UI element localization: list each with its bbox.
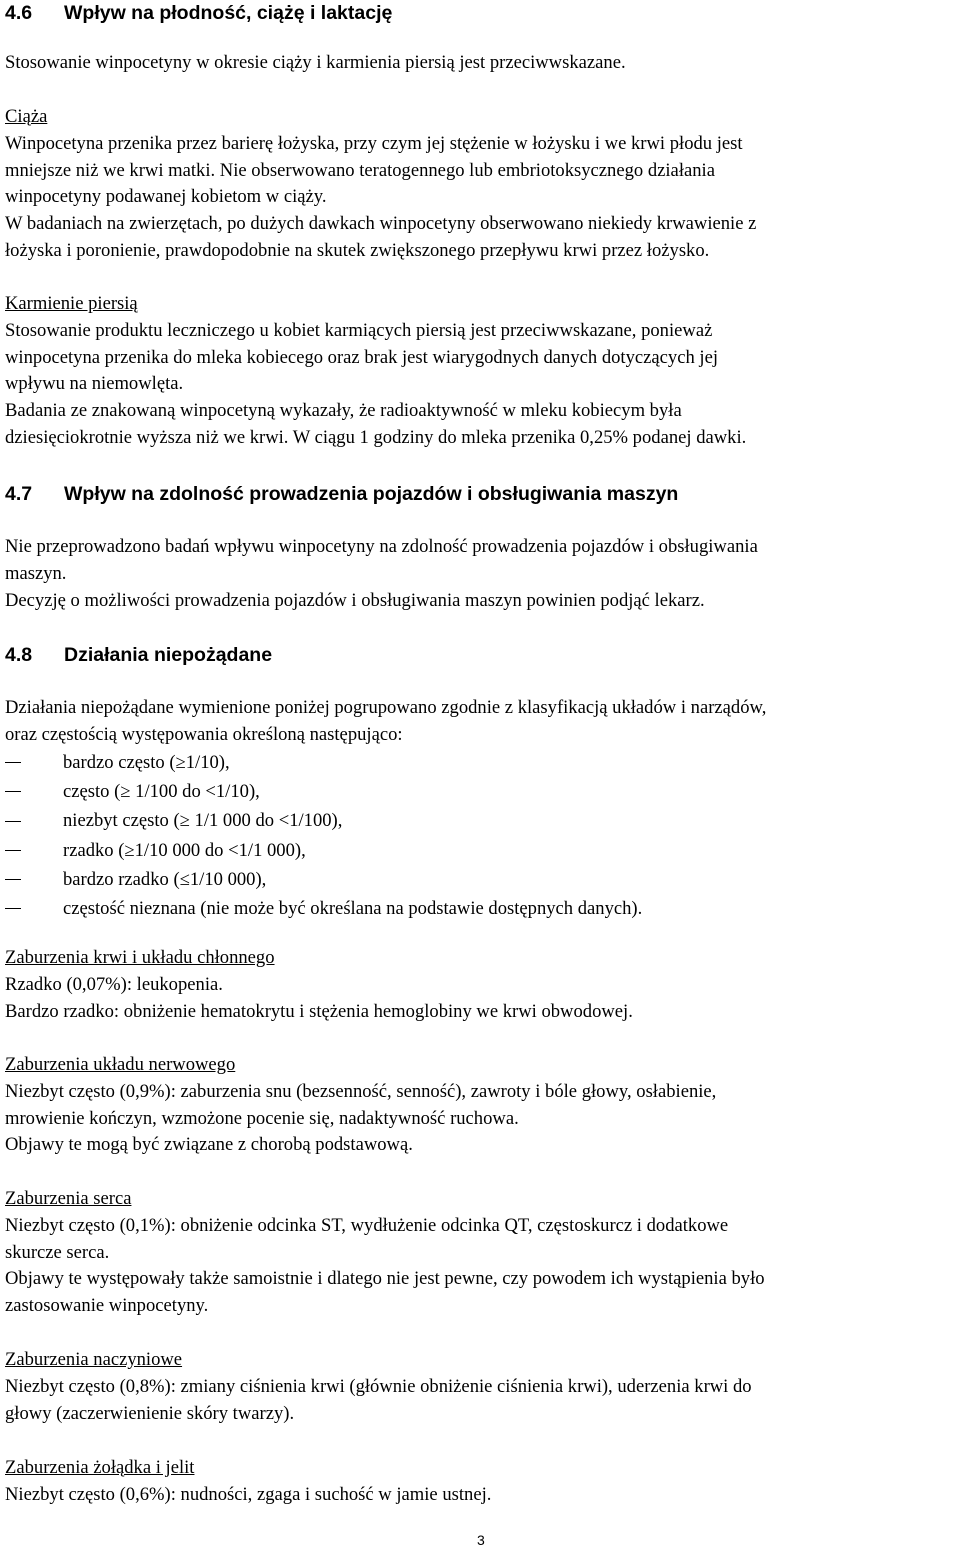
paragraph-line: Nie przeprowadzono badań wpływu winpocetyny na zdolność prowadzenia pojazdów i obsługiwania xyxy=(5,536,758,557)
dash-bullet-icon xyxy=(5,908,21,909)
group-heading: Zaburzenia układu nerwowego xyxy=(5,1054,236,1075)
breastfeeding-paragraph xyxy=(5,291,957,452)
list-item xyxy=(5,806,957,835)
group-blood-lymph xyxy=(5,945,957,1025)
paragraph-line: Badania ze znakowaną winpocetyną wykazały, że radioaktywność w mleku kobiecym była xyxy=(5,400,682,422)
paragraph-line: Niezbyt często (0,1%): obniżenie odcinka ST, wydłużenie odcinka QT, częstoskurcz i dodatkowe xyxy=(5,1214,729,1236)
list-item xyxy=(5,777,957,806)
section-4-7-body xyxy=(5,534,957,614)
dash-bullet-icon xyxy=(5,791,21,792)
breastfeeding-heading: Karmienie piersią xyxy=(5,293,138,314)
page-number: 3 xyxy=(477,1532,485,1548)
list-item-text: bardzo często (≥1/10), xyxy=(63,752,230,773)
paragraph-line: maszyn. xyxy=(5,562,67,584)
paragraph-line: Objawy te występowały także samoistnie i dlatego nie jest pewne, czy powodem ich wystąpienia było xyxy=(5,1268,765,1290)
dash-bullet-icon xyxy=(5,879,21,880)
paragraph-line: Rzadko (0,07%): leukopenia. xyxy=(5,973,223,995)
paragraph-line: Winpocetyna przenika przez barierę łożyska, przy czym jej stężenie w łożysku i we krwi płodu jest xyxy=(5,132,743,154)
group-nervous-system xyxy=(5,1052,957,1159)
pregnancy-heading: Ciąża xyxy=(5,106,48,127)
dash-bullet-icon xyxy=(5,850,21,851)
paragraph-line: Niezbyt często (0,9%): zaburzenia snu (bezsenność, senność), zawroty i bóle głowy, osłabienie, xyxy=(5,1080,717,1102)
group-heading: Zaburzenia serca xyxy=(5,1188,132,1209)
paragraph-line: zastosowanie winpocetyny. xyxy=(5,1295,209,1317)
dash-bullet-icon xyxy=(5,762,21,763)
paragraph-line: Stosowanie produktu leczniczego u kobiet karmiących piersią jest przeciwwskazane, ponieważ xyxy=(5,319,713,341)
list-item-text: częstość nieznana (nie może być określana na podstawie dostępnych danych). xyxy=(63,897,643,919)
pregnancy-paragraph xyxy=(5,104,957,265)
group-heading: Zaburzenia krwi i układu chłonnego xyxy=(5,947,275,968)
group-gastrointestinal xyxy=(5,1455,957,1509)
list-item xyxy=(5,748,957,777)
group-vascular xyxy=(5,1347,957,1427)
frequency-list xyxy=(5,748,957,923)
paragraph-line: winpocetyna przenika do mleka kobiecego oraz brak jest wiarygodnych danych dotyczących jej xyxy=(5,346,718,368)
section-title: Wpływ na zdolność prowadzenia pojazdów i obsługiwania maszyn xyxy=(64,483,679,505)
section-number: 4.7 xyxy=(5,483,33,505)
paragraph-line: Decyzję o możliwości prowadzenia pojazdów i obsługiwania maszyn powinien podjąć lekarz. xyxy=(5,589,705,611)
paragraph-line: oraz częstością występowania określoną następująco: xyxy=(5,723,403,745)
section-4-7-heading xyxy=(5,481,678,508)
group-cardiac xyxy=(5,1186,957,1320)
paragraph-line: winpocetyny podawanej kobietom w ciąży. xyxy=(5,186,327,208)
list-item-text: rzadko (≥1/10 000 do <1/1 000), xyxy=(63,839,306,861)
paragraph-line: W badaniach na zwierzętach, po dużych dawkach winpocetyny obserwowano niekiedy krwawienie z xyxy=(5,213,757,235)
paragraph-line: wpływu na niemowlęta. xyxy=(5,373,184,395)
section-number: 4.6 xyxy=(5,2,33,24)
paragraph-line: mniejsze niż we krwi matki. Nie obserwowano teratogennego lub embriotoksycznego działania xyxy=(5,159,715,181)
list-item-text: bardzo rzadko (≤1/10 000), xyxy=(63,868,267,890)
section-title: Działania niepożądane xyxy=(64,644,273,666)
paragraph-line: łożyska i poronienie, prawdopodobnie na skutek zwiększonego przepływu krwi przez łożysko. xyxy=(5,239,710,261)
section-4-6-intro xyxy=(5,50,957,77)
paragraph-line: Niezbyt często (0,8%): zmiany ciśnienia krwi (głównie obniżenie ciśnienia krwi), uderzenia krwi do xyxy=(5,1375,752,1397)
paragraph-line: skurcze serca. xyxy=(5,1241,110,1263)
paragraph-line: dziesięciokrotnie wyższa niż we krwi. W ciągu 1 godziny do mleka przenika 0,25% podanej dawki. xyxy=(5,426,747,448)
paragraph-line: Działania niepożądane wymienione poniżej pogrupowano zgodnie z klasyfikacją układów i narządów, xyxy=(5,697,767,718)
section-4-8-intro xyxy=(5,695,957,749)
paragraph-line: Stosowanie winpocetyny w okresie ciąży i karmienia piersią jest przeciwwskazane. xyxy=(5,52,626,73)
list-item xyxy=(5,865,957,894)
paragraph-line: Bardzo rzadko: obniżenie hematokrytu i stężenia hemoglobiny we krwi obwodowej. xyxy=(5,1000,633,1022)
section-title: Wpływ na płodność, ciążę i laktację xyxy=(64,2,393,24)
paragraph-line: Niezbyt często (0,6%): nudności, zgaga i suchość w jamie ustnej. xyxy=(5,1483,492,1505)
group-heading: Zaburzenia naczyniowe xyxy=(5,1349,183,1370)
section-number: 4.8 xyxy=(5,644,33,666)
section-4-6-heading xyxy=(5,0,392,27)
section-4-8-heading xyxy=(5,642,272,669)
list-item xyxy=(5,836,957,865)
paragraph-line: Objawy te mogą być związane z chorobą podstawową. xyxy=(5,1134,413,1156)
dash-bullet-icon xyxy=(5,821,21,822)
paragraph-line: głowy (zaczerwienienie skóry twarzy). xyxy=(5,1402,295,1424)
paragraph-line: mrowienie kończyn, wzmożone pocenie się, nadaktywność ruchowa. xyxy=(5,1107,519,1129)
group-heading: Zaburzenia żołądka i jelit xyxy=(5,1457,195,1478)
list-item-text: często (≥ 1/100 do <1/10), xyxy=(63,781,260,803)
list-item xyxy=(5,894,957,923)
list-item-text: niezbyt często (≥ 1/1 000 do <1/100), xyxy=(63,810,343,832)
